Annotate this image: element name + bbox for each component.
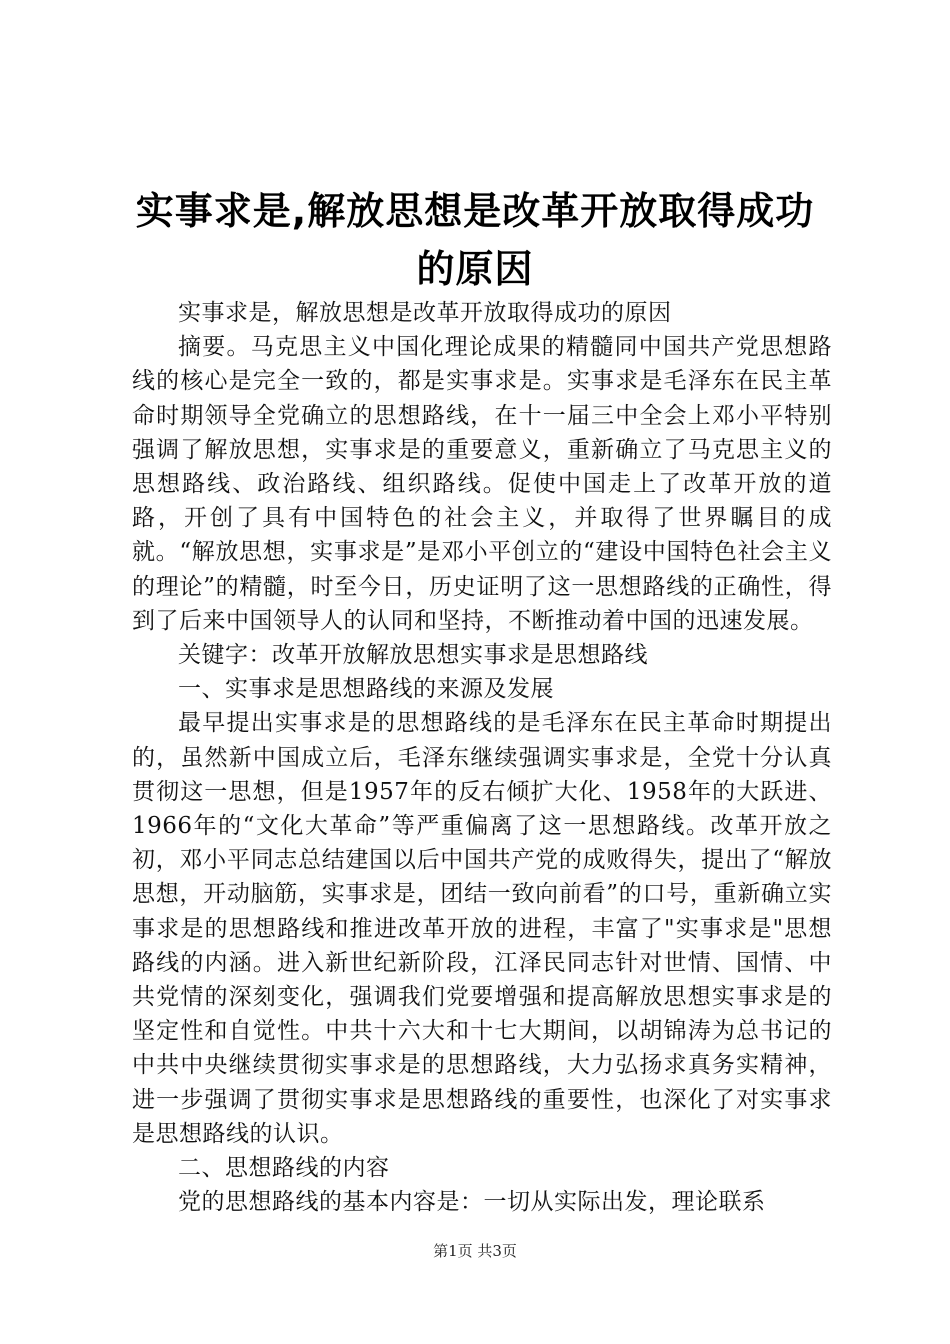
paragraph-section-1: 最早提出实事求是的思想路线的是毛泽东在民主革命时期提出的，虽然新中国成立后，毛泽东继续强调实事求是，全党十分认真贯彻这一思想，但是1957年的反右倾扩大化、1958年的大跃进、1966年的“文化大革命”等严重偏离了这一思想路线。改革开放之初，邓小平同志总结建国以后中国共产党的成败得失，提出了“解放思想，开动脑筋，实事求是，团结一致向前看”的口号，重新确立实事求是的思想路线和推进改革开放的进程，丰富了"实事求是"思想路线的内涵。进入新世纪新阶段，江泽民同志针对世情、国情、中共党情的深刻变化，强调我们党要增强和提高解放思想实事求是的坚定性和自觉性。中共十六大和十七大期间，以胡锦涛为总书记的中共中央继续贯彻实事求是的思想路线，大力弘扬求真务实精神，进一步强调了贯彻实事求是思想路线的重要性，也深化了对实事求是思想路线的认识。 [132, 710, 832, 1147]
paragraph-keywords: 关键字：改革开放解放思想实事求是思想路线 [178, 642, 648, 669]
document-title: 实事求是,解放思想是改革开放取得成功的原因 [135, 189, 815, 291]
paragraph-title-repeat: 实事求是，解放思想是改革开放取得成功的原因 [178, 300, 672, 326]
paragraph-section-2: 党的思想路线的基本内容是：一切从实际出发，理论联系 [178, 1189, 766, 1216]
document-body [132, 296, 832, 1219]
paragraph-abstract: 摘要。马克思主义中国化理论成果的精髓同中国共产党思想路线的核心是完全一致的，都是实事求是。实事求是毛泽东在民主革命时期领导全党确立的思想路线，在十一届三中全会上邓小平特别强调了解放思想，实事求是的重要意义，重新确立了马克思主义的思想路线、政治路线、组织路线。促使中国走上了改革开放的道路，开创了具有中国特色的社会主义，并取得了世界瞩目的成就。“解放思想，实事求是”是邓小平创立的“建设中国特色社会主义的理论”的精髓，时至今日，历史证明了这一思想路线的正确性，得到了后来中国领导人的认同和坚持，不断推动着中国的迅速发展。 [132, 334, 832, 634]
page-footer: 第1页 共3页 [433, 1242, 517, 1260]
section-heading-1: 一、实事求是思想路线的来源及发展 [178, 676, 554, 703]
section-heading-2: 二、思想路线的内容 [178, 1155, 390, 1182]
